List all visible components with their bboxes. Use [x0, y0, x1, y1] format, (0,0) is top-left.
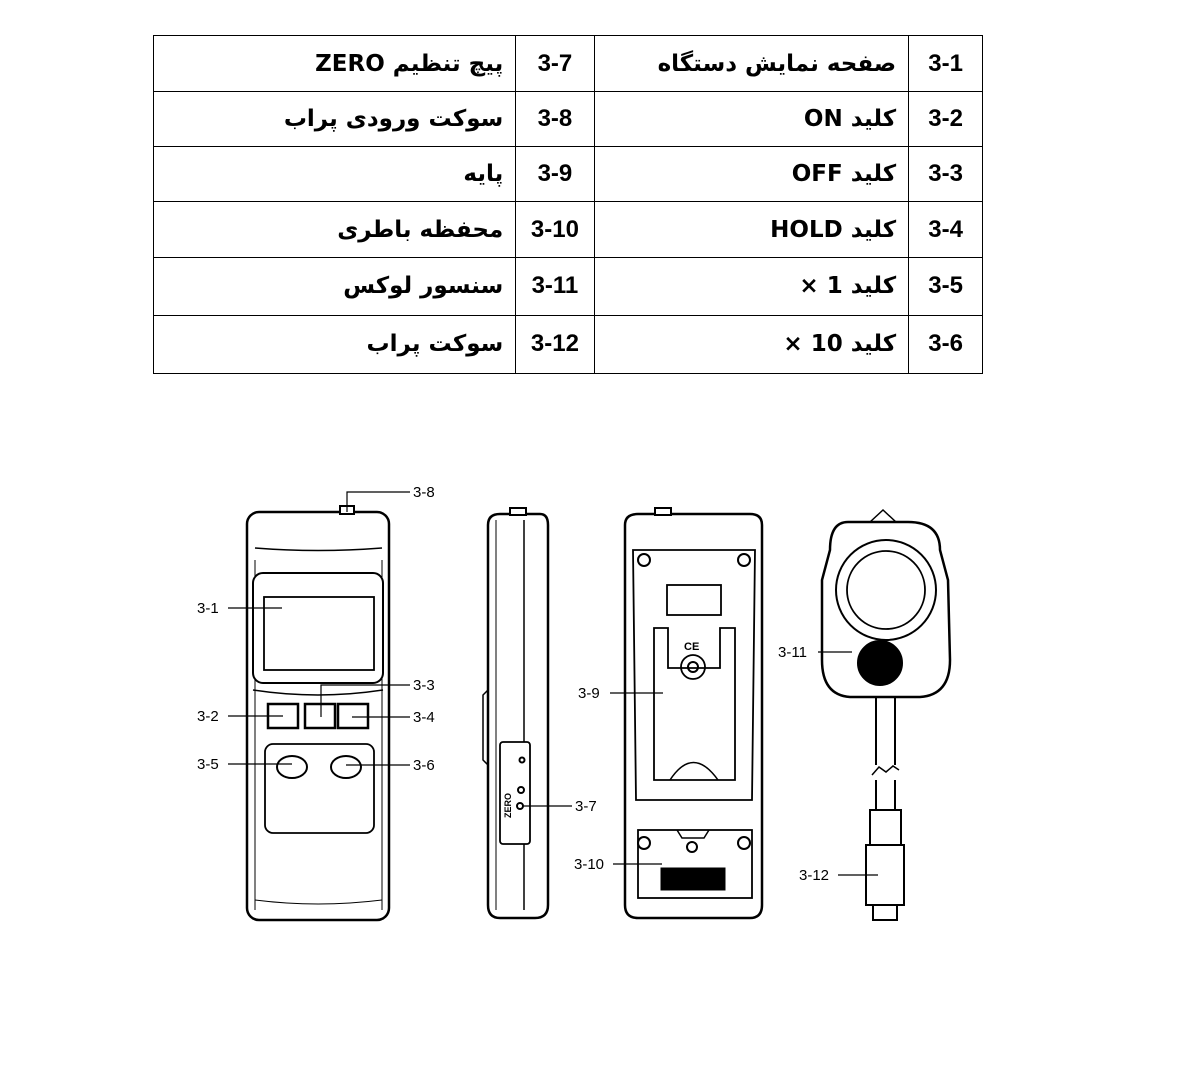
label-zero-screw: 3-7 [575, 798, 597, 815]
label-probe-socket: 3-12 [799, 867, 830, 884]
table-row [154, 202, 983, 257]
part-code: 3-7 [516, 36, 594, 92]
meter-side-view [483, 508, 548, 918]
part-code: 3-5 [909, 257, 983, 315]
label-x1-key: 3-5 [197, 756, 219, 773]
part-code: 3-12 [516, 315, 594, 373]
label-hold-key: 3-4 [413, 709, 435, 726]
part-description: صفحه نمایش دستگاه [594, 36, 909, 92]
part-code: 3-10 [516, 202, 594, 257]
part-description: کلید ON [594, 92, 909, 147]
label-lux-sensor: 3-11 [778, 644, 807, 661]
zero-side-text: ZERO [503, 792, 513, 818]
part-description: کلید 10 × [594, 315, 909, 373]
part-code: 3-2 [909, 92, 983, 147]
lux-sensor-probe [822, 510, 950, 920]
meter-back-view [625, 508, 762, 918]
lux-meter-diagram [0, 460, 1180, 960]
part-description: سوکت ورودی پراب [154, 92, 516, 147]
part-description: کلید OFF [594, 147, 909, 202]
parts-legend-table [153, 35, 983, 374]
part-description: محفظه باطری [154, 202, 516, 257]
part-code: 3-4 [909, 202, 983, 257]
label-battery: 3-10 [574, 856, 605, 873]
part-description: پایه [154, 147, 516, 202]
part-code: 3-1 [909, 36, 983, 92]
meter-front-view [247, 506, 389, 920]
part-description: سوکت پراب [154, 315, 516, 373]
part-description: کلید HOLD [594, 202, 909, 257]
ce-mark: CE [684, 641, 700, 653]
part-code: 3-8 [516, 92, 594, 147]
label-display: 3-1 [197, 600, 219, 617]
part-code: 3-3 [909, 147, 983, 202]
label-off-key: 3-3 [413, 677, 435, 694]
part-code: 3-11 [516, 257, 594, 315]
part-description: سنسور لوکس [154, 257, 516, 315]
part-code: 3-9 [516, 147, 594, 202]
label-stand: 3-9 [578, 685, 600, 702]
label-on-key: 3-2 [197, 708, 219, 725]
part-description: کلید 1 × [594, 257, 909, 315]
label-x10-key: 3-6 [413, 757, 435, 774]
table-row [154, 147, 983, 202]
table-row [154, 36, 983, 92]
table-row [154, 315, 983, 373]
table-row [154, 92, 983, 147]
part-description: پیچ تنظیم ZERO [154, 36, 516, 92]
table-row [154, 257, 983, 315]
part-code: 3-6 [909, 315, 983, 373]
label-probe-input: 3-8 [413, 484, 435, 501]
